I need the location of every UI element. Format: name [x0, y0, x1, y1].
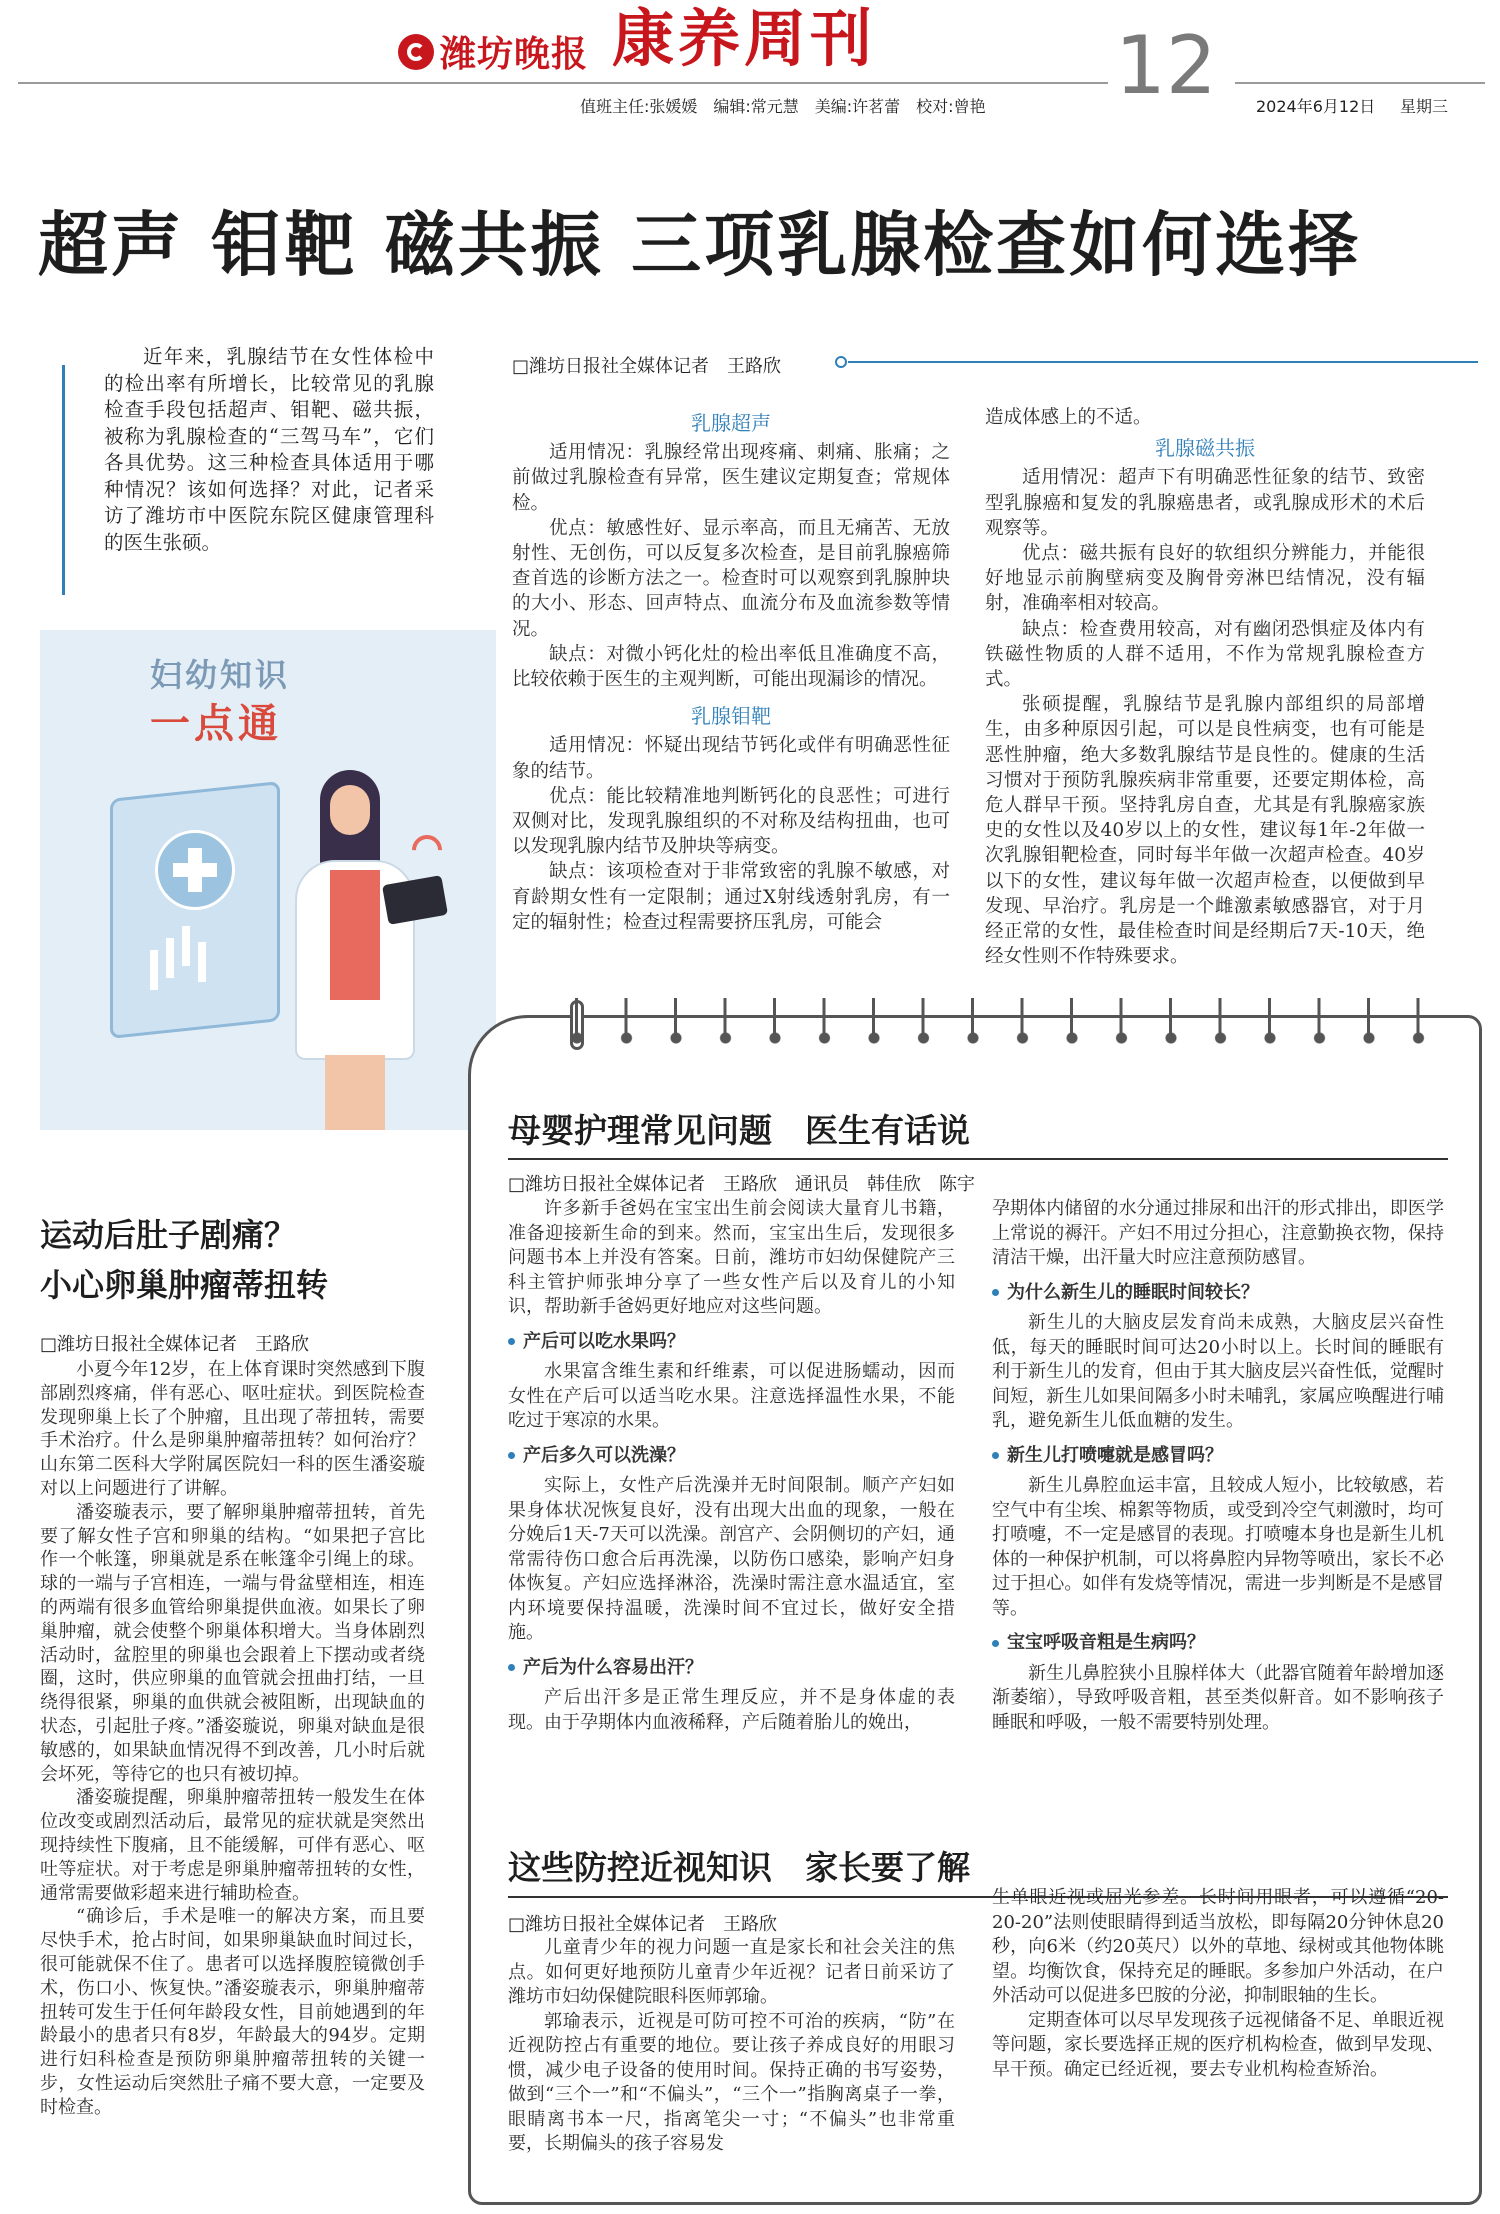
section-title-mammography: 乳腺钼靶 — [691, 704, 771, 729]
answer: 实际上，女性产后洗澡并无时间限制。顺产产妇如果身体状况恢复良好，没有出现大出血的现象，一般在分娩后1天-7天可以洗澡。剖宫产、会阴侧切的产妇，通常需待伤口愈合后再洗澡，以防伤口感染，影响产妇身体恢复。产妇应选择淋浴，洗澡时需注意水温适宜，室内环境要保持温暖，洗澡时间不宜过长，做好安全措施。 — [508, 1475, 955, 1643]
bullet-dot-icon — [508, 1338, 515, 1345]
paragraph: 定期查体可以尽早发现孩子远视储备不足、单眼近视等问题，家长要选择正规的医疗机构检查，做到早发现、早干预。确定已经近视，要去专业机构检查矫治。 — [992, 2009, 1444, 2080]
wifi-icon — [406, 829, 448, 871]
article4-title: 这些防控近视知识 家长要了解 — [508, 1848, 970, 1887]
question-text: 新生儿打喷嚏就是感冒吗？ — [1007, 1444, 1223, 1466]
article4-col1 — [508, 1936, 955, 2157]
paragraph: 优点：能比较精准地判断钙化的良恶性；可进行双侧对比，发现乳腺组织的不对称及结构扭曲，也可以发现乳腺内结节及肿块等病变。 — [512, 785, 950, 858]
answer: 新生儿鼻腔狭小且腺样体大（此器官随着年龄增加逐渐萎缩），导致呼吸音粗，甚至类似鼾音。如不影响孩子睡眠和呼吸，一般不需要特别处理。 — [992, 1662, 1444, 1733]
question-text: 产后多久可以洗澡？ — [523, 1444, 685, 1466]
article1-col2 — [985, 405, 1425, 969]
paragraph: 优点：敏感性好、显示率高，而且无痛苦、无放射性、无创伤，可以反复多次检查，是目前乳腺癌筛查首选的诊断方法之一。检查时可以观察到乳腺肿块的大小、形态、回声特点、血流分布及血流参数等情况。 — [512, 517, 950, 640]
bar-chart-icon — [150, 950, 158, 990]
byline-rule — [848, 361, 1478, 363]
promo-illustration — [40, 630, 496, 1130]
brand-logo-mark-icon — [407, 43, 425, 61]
lead-bar — [62, 365, 65, 595]
bullet-dot-icon — [508, 1664, 515, 1671]
answer: 产后出汗多是正常生理反应，并不是身体虚的表现。由于孕期体内血液稀释，产后随着胎儿的娩出， — [508, 1687, 955, 1733]
section-title-ultrasound: 乳腺超声 — [691, 411, 771, 435]
bullet-dot-icon — [992, 1452, 999, 1459]
paragraph: 许多新手爸妈在宝宝出生前会阅读大量育儿书籍，准备迎接新生命的到来。然而，宝宝出生后，发现很多问题书本上并没有答案。日前，潍坊市妇幼保健院产三科主管护师张坤分享了一些女性产后以及育儿的小知识，帮助新手爸妈更好地应对这些问题。 — [508, 1198, 955, 1317]
paragraph: 儿童青少年的视力问题一直是家长和社会关注的焦点。如何更好地预防儿童青少年近视？记者日前采访了潍坊市妇幼保健院眼科医师郭瑜。 — [508, 1937, 955, 2007]
answer: 新生儿鼻腔血运丰富，且较成人短小，比较敏感，若空气中有尘埃、棉絮等物质，或受到冷空气刺激时，均可打喷嚏，不一定是感冒的表现。打喷嚏本身也是新生儿机体的一种保护机制，可以将鼻腔内异物等喷出，家长不必过于担心。如伴有发烧等情况，需进一步判断是不是感冒等。 — [992, 1475, 1444, 1619]
question — [992, 1444, 1444, 1469]
article1-col1 — [512, 405, 950, 935]
section-title-mri: 乳腺磁共振 — [1155, 436, 1255, 461]
paragraph: 适用情况：怀疑出现结节钙化或伴有明确恶性征象的结节。 — [512, 735, 950, 782]
paragraph: 适用情况：乳腺经常出现疼痛、刺痛、胀痛；之前做过乳腺检查有异常，医生建议定期复查；常规体检。 — [512, 442, 950, 514]
masthead-rule — [18, 82, 1108, 84]
article2-title-1: 运动后肚子剧痛？ — [40, 1216, 297, 1254]
issue-weekday: 星期三 — [1400, 97, 1449, 116]
paragraph-continued: 孕期体内储留的水分通过排尿和出汗的形式排出，即医学上常说的褥汗。产妇不用过分担心，注意勤换衣物，保持清洁干燥，出汗量大时应注意预防感冒。 — [992, 1198, 1444, 1268]
paragraph-continued: 造成体感上的不适。 — [985, 407, 1152, 428]
article4-byline: □潍坊日报社全媒体记者 王路欣 — [508, 1914, 778, 1935]
paragraph: 郭瑜表示，近视是可防可控不可治的疾病，“防”在近视防控占有重要的地位。要让孩子养成良好的用眼习惯，减少电子设备的使用时间。保持正确的书写姿势，做到“三个一”和“不偏头”，“三个一”指胸离桌子一拳，眼睛离书本一尺，指离笔尖一寸；“不偏头”也非常重要，长期偏头的孩子容易发 — [508, 2010, 955, 2154]
article3-byline: □潍坊日报社全媒体记者 王路欣 通讯员 韩佳欣 陈宇 — [508, 1174, 976, 1195]
question — [992, 1281, 1444, 1306]
question — [508, 1444, 955, 1469]
section-name: 康养周刊 — [612, 2, 877, 75]
article2-body — [40, 1358, 425, 2120]
question — [508, 1656, 955, 1681]
bullet-dot-icon — [992, 1289, 999, 1296]
masthead — [0, 0, 1500, 120]
promo-title-1: 妇幼知识 — [150, 656, 291, 694]
bullet-dot-icon — [508, 1452, 515, 1459]
medical-cross-h — [173, 863, 217, 877]
lead-paragraph — [104, 344, 434, 556]
article2-title-2: 小心卵巢肿瘤蒂扭转 — [40, 1266, 329, 1304]
question-text: 为什么新生儿的睡眠时间较长？ — [1007, 1281, 1259, 1303]
question-text: 产后为什么容易出汗？ — [523, 1656, 703, 1678]
answer: 新生儿的大脑皮层发育尚未成熟，大脑皮层兴奋性低，每天的睡眠时间可达20小时以上。长时间的睡眠有利于新生儿的发育，但由于其大脑皮层兴奋性低，觉醒时间短，新生儿如果间隔多小时未哺乳，家属应唤醒进行哺乳，避免新生儿低血糖的发生。 — [992, 1312, 1444, 1431]
doctor-face-icon — [330, 785, 370, 835]
paragraph: 缺点：对微小钙化灶的检出率低且准确度不高，比较依赖于医生的主观判断，可能出现漏诊的情况。 — [512, 643, 950, 691]
article3-col1 — [508, 1197, 955, 1735]
paragraph: 张硕提醒，乳腺结节是乳腺内部组织的局部增生，由多种原因引起，可以是良性病变，也有可能是恶性肿瘤，绝大多数乳腺结节是良性的。健康的生活习惯对于预防乳腺疾病非常重要，还要定期体检，高危人群早干预。坚持乳房自查，尤其是有乳腺癌家族史的女性以及40岁以上的女性，建议每1年-2年做一次乳腺钼靶检查，同时每半年做一次超声检查。40岁以下的女性，建议每年做一次超声检查，以便做到早发现、早治疗。乳房是一个雌激素敏感器官，对于月经正常的女性，最佳检查时间是经期后7天-10天，绝经女性则不作特殊要求。 — [985, 694, 1425, 968]
notebook-ring-loops — [570, 998, 1450, 1038]
lead-text: 近年来，乳腺结节在女性体检中的检出率有所增长，比较常见的乳腺检查手段包括超声、钼靶、磁共振，被称为乳腺检查的“三驾马车”，它们各具优势。这三种检查具体适用于哪种情况？该如何选择？对此，记者采访了潍坊市中医院东院区健康管理科的医生张硕。 — [104, 345, 434, 554]
paragraph-continued: 生单眼近视或屈光参差。长时间用眼者，可以遵循“20-20-20”法则使眼睛得到适当放松，即每隔20分钟休息20秒，向6米（约20英尺）以外的草地、绿树或其他物体眺望。均衡饮食，保持充足的睡眠。多参加户外活动，在户外活动可以促进多巴胺的分泌，抑制眼轴的生长。 — [992, 1887, 1444, 2006]
page-number: 12 — [1115, 19, 1217, 112]
article3-title: 母婴护理常见问题 医生有话说 — [508, 1111, 970, 1150]
paragraph: 小夏今年12岁，在上体育课时突然感到下腹部剧烈疼痛，伴有恶心、呕吐症状。到医院检查发现卵巢上长了个肿瘤，且出现了蒂扭转，需要手术治疗。什么是卵巢肿瘤蒂扭转？如何治疗？山东第二医科大学附属医院妇一科的医生潘姿璇对以上问题进行了讲解。 — [40, 1359, 425, 1499]
masthead-rule-right — [1235, 82, 1485, 84]
paragraph: 潘姿璇表示，要了解卵巢肿瘤蒂扭转，首先要了解女性子宫和卵巢的结构。“如果把子宫比作一个帐篷，卵巢就是系在帐篷伞引绳上的球。球的一端与子宫相连，一端与骨盆壁相连，相连的两端有很多血管给卵巢提供血液。如果长了卵巢肿瘤，就会使整个卵巢体积增大。当身体剧烈活动时，盆腔里的卵巢也会跟着上下摆动或者绕圈，这时，供应卵巢的血管就会扭曲打结，一旦绕得很紧，卵巢的血供就会被阻断，出现缺血的状态，引起肚子疼。”潘姿璇说，卵巢对缺血是很敏感的，如果缺血情况得不到改善，几小时后就会坏死，等待它的也只有被切掉。 — [40, 1501, 425, 1785]
paragraph: 适用情况：超声下有明确恶性征象的结节、致密型乳腺癌和复发的乳腺癌患者，或乳腺成形术的术后观察等。 — [985, 467, 1425, 539]
paragraph: 优点：磁共振有良好的软组织分辨能力，并能很好地显示前胸壁病变及胸骨旁淋巴结情况，没有辐射，准确率相对较高。 — [985, 543, 1425, 615]
doctor-legs-icon — [325, 1055, 385, 1130]
paragraph: 缺点：该项检查对于非常致密的乳腺不敏感，对育龄期女性有一定限制；通过X射线透射乳房，有一定的辐射性；检查过程需要挤压乳房，可能会 — [512, 861, 950, 933]
paragraph: 缺点：检查费用较高，对有幽闭恐惧症及体内有铁磁性物质的人群不适用，不作为常规乳腺检查方式。 — [985, 618, 1425, 691]
promo-screen-icon — [110, 781, 280, 1039]
question-text: 产后可以吃水果吗？ — [523, 1330, 685, 1352]
article3-col2 — [992, 1197, 1444, 1735]
question — [992, 1631, 1444, 1656]
brand-name: 潍坊晚报 — [440, 34, 589, 75]
doctor-shirt-icon — [330, 870, 380, 1000]
question — [508, 1330, 955, 1355]
credits: 值班主任:张媛媛 编辑:常元慧 美编:许茗蕾 校对:曾艳 — [580, 97, 986, 116]
article2-byline: □潍坊日报社全媒体记者 王路欣 — [40, 1334, 310, 1355]
article1-byline: □潍坊日报社全媒体记者 王路欣 — [512, 356, 782, 377]
issue-date: 2024年6月12日 — [1256, 97, 1376, 116]
paragraph: 潘姿璇提醒，卵巢肿瘤蒂扭转一般发生在体位改变或剧烈活动后，最常见的症状就是突然出现持续性下腹痛，且不能缓解，可伴有恶心、呕吐等症状。对于考虑是卵巢肿瘤蒂扭转的女性，通常需要做彩超来进行辅助检查。 — [40, 1787, 425, 1904]
article3-title-rule — [508, 1158, 1448, 1160]
bullet-dot-icon — [992, 1640, 999, 1647]
answer: 水果富含维生素和纤维素，可以促进肠蠕动，因而女性在产后可以适当吃水果。注意选择温性水果，不能吃过于寒凉的水果。 — [508, 1361, 955, 1431]
byline-dot-icon — [835, 356, 847, 368]
article4-col2 — [992, 1886, 1444, 2082]
promo-title-2: 一点通 — [150, 701, 282, 747]
paragraph: “确诊后，手术是唯一的解决方案，而且要尽快手术，抢占时间，如果卵巢缺血时间过长，很可能就保不住了。患者可以选择腹腔镜微创手术，伤口小、恢复快。”潘姿璇表示，卵巢肿瘤蒂扭转可发生于任何年龄段女性，目前她遇到的年龄最小的患者只有8岁，年龄最大的94岁。定期进行妇科检查是预防卵巢肿瘤蒂扭转的关键一步，女性运动后突然肚子痛不要大意，一定要及时检查。 — [40, 1906, 425, 2118]
headline: 超声 钼靶 磁共振 三项乳腺检查如何选择 — [38, 204, 1362, 286]
question-text: 宝宝呼吸音粗是生病吗？ — [1007, 1632, 1205, 1653]
